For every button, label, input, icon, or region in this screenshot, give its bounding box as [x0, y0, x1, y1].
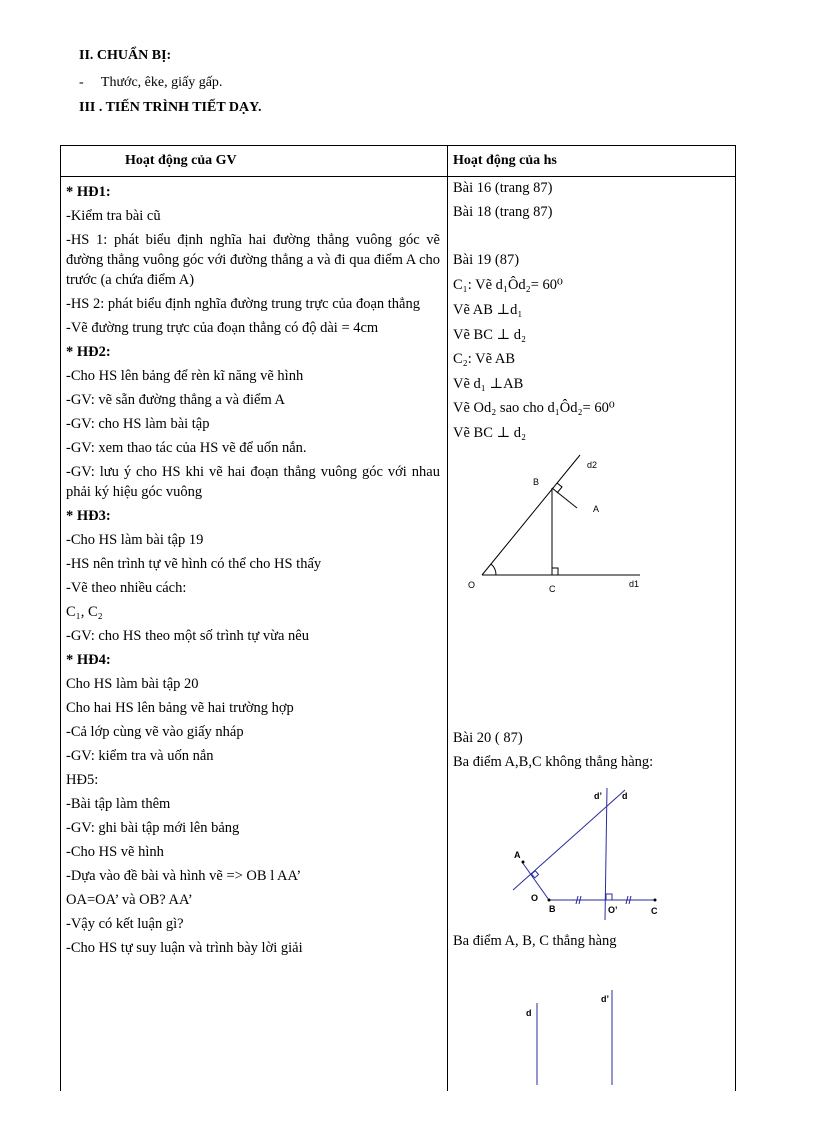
teacher-line: Cho HS làm bài tập 20: [66, 676, 199, 692]
student-line: Ba điểm A, B, C thẳng hàng: [453, 933, 617, 949]
teacher-activity-column: [66, 180, 440, 960]
student-line: Vẽ BC ⊥ d₂: [453, 425, 527, 441]
teacher-line: -HS nên trình tự vẽ hình có thể cho HS thấy: [66, 556, 322, 572]
teacher-paragraph: -HS 1: phát biểu định nghĩa hai đường thẳng vuông góc vẽ đường thẳng vuông góc với đường thẳng a và đi qua điểm A cho trước (a chứa điểm A): [66, 232, 440, 288]
teacher-line: Cho hai HS lên bảng vẽ hai trường hợp: [66, 700, 294, 716]
figure-exercise-19: [455, 450, 660, 600]
label-o: O: [468, 580, 476, 590]
label-b: B: [549, 904, 556, 914]
student-line: Vẽ AB ⊥d₁: [453, 302, 523, 318]
student-line: Bài 18 (trang 87): [453, 204, 553, 220]
teacher-line: -GV: cho HS làm bài tập: [66, 416, 210, 432]
section-3-title: III . TIẾN TRÌNH TIẾT DẠY.: [79, 100, 262, 115]
label-a: A: [514, 850, 521, 860]
label-c: C: [651, 906, 658, 916]
label-d-prime: d’: [601, 994, 609, 1004]
student-line: Bài 20 ( 87): [453, 730, 523, 746]
teacher-line: -Vẽ theo nhiều cách:: [66, 580, 187, 596]
student-line: C₁: Vẽ d₁Ôd₂= 60⁰: [453, 277, 563, 293]
teacher-line: -GV: cho HS theo một số trình tự vừa nêu: [66, 628, 309, 644]
teacher-line: -Dựa vào đề bài và hình vẽ => OB l AA’: [66, 868, 302, 884]
teacher-line: -GV: ghi bài tập mới lên bảng: [66, 820, 240, 836]
label-d: d: [622, 791, 628, 801]
label-o: O: [531, 893, 539, 903]
header-divider: [61, 176, 735, 177]
label-o-prime: O’: [608, 905, 618, 915]
activity-heading: * HĐ4:: [66, 652, 111, 668]
label-d1: d1: [629, 579, 640, 589]
student-line: Bài 19 (87): [453, 252, 520, 268]
teacher-line: -GV: vẽ sẵn đường thẳng a và điểm A: [66, 392, 286, 408]
label-d-prime: d’: [594, 791, 602, 801]
activity-heading: * HĐ2:: [66, 344, 111, 360]
teacher-line: -Vậy có kết luận gì?: [66, 916, 184, 932]
angle-mark: [491, 564, 496, 575]
right-angle-mark-c: [552, 568, 558, 575]
right-angle-mark-o-prime: [606, 894, 612, 900]
label-d2: d2: [587, 460, 598, 470]
segment-ab: [552, 488, 577, 508]
teacher-line: OA=OA’ và OB? AA’: [66, 892, 193, 908]
teacher-line: -Cho HS làm bài tập 19: [66, 532, 204, 548]
right-angle-mark-b: [557, 483, 562, 493]
label-c: C: [549, 584, 556, 594]
materials-item: - Thước, êke, giấy gấp.: [79, 75, 223, 90]
line-d2: [482, 455, 580, 575]
activity-heading: HĐ5:: [66, 772, 99, 788]
teacher-line: C₁, C₂: [66, 604, 103, 620]
student-line: C₂: Vẽ AB: [453, 351, 515, 367]
header-teacher-activity: Hoạt động của GV: [125, 153, 237, 168]
student-line: Vẽ d₁ ⊥AB: [453, 376, 524, 392]
label-d: d: [526, 1008, 532, 1018]
activity-heading: * HĐ3:: [66, 508, 111, 524]
teacher-line: -Bài tập làm thêm: [66, 796, 171, 812]
student-line: Vẽ Od₂ sao cho d₁Ôd₂= 60⁰: [453, 400, 615, 416]
teacher-line: -Cho HS tự suy luận và trình bày lời giải: [66, 940, 303, 956]
teacher-line: -GV: kiểm tra và uốn nắn: [66, 748, 214, 764]
section-2-title: II. CHUẨN BỊ:: [79, 48, 172, 63]
figure-exercise-20-noncollinear: [500, 780, 670, 925]
lesson-table: [60, 145, 736, 1091]
teacher-line: -Cho HS lên bảng để rèn kĩ năng vẽ hình: [66, 368, 304, 384]
teacher-paragraph: -HS 2: phát biểu định nghĩa đường trung trực của đoạn thẳng: [66, 296, 420, 312]
label-b: B: [533, 477, 540, 487]
figure-exercise-20-collinear: [520, 985, 620, 1085]
teacher-line: -Cả lớp cùng vẽ vào giấy nháp: [66, 724, 244, 740]
header-student-activity: Hoạt động của hs: [453, 153, 557, 168]
student-line: Vẽ BC ⊥ d₂: [453, 327, 527, 343]
point-a: [522, 861, 525, 864]
activity-heading: * HĐ1:: [66, 184, 111, 200]
student-line: Ba điểm A,B,C không thẳng hàng:: [453, 754, 654, 770]
teacher-line: -Vẽ đường trung trực của đoạn thẳng có độ dài = 4cm: [66, 320, 379, 336]
column-divider: [447, 146, 448, 1091]
teacher-paragraph: -GV: lưu ý cho HS khi vẽ hai đoạn thẳng vuông góc với nhau phải ký hiệu góc vuông: [66, 464, 440, 500]
teacher-line: -GV: xem thao tác của HS vẽ để uốn nắn.: [66, 440, 307, 456]
point-c: [654, 899, 657, 902]
student-line: Bài 16 (trang 87): [453, 180, 553, 196]
teacher-line: -Kiểm tra bài cũ: [66, 208, 161, 224]
teacher-line: -Cho HS vẽ hình: [66, 844, 164, 860]
label-a: A: [593, 504, 600, 514]
point-b: [548, 899, 551, 902]
line-d-prime: [513, 790, 625, 890]
